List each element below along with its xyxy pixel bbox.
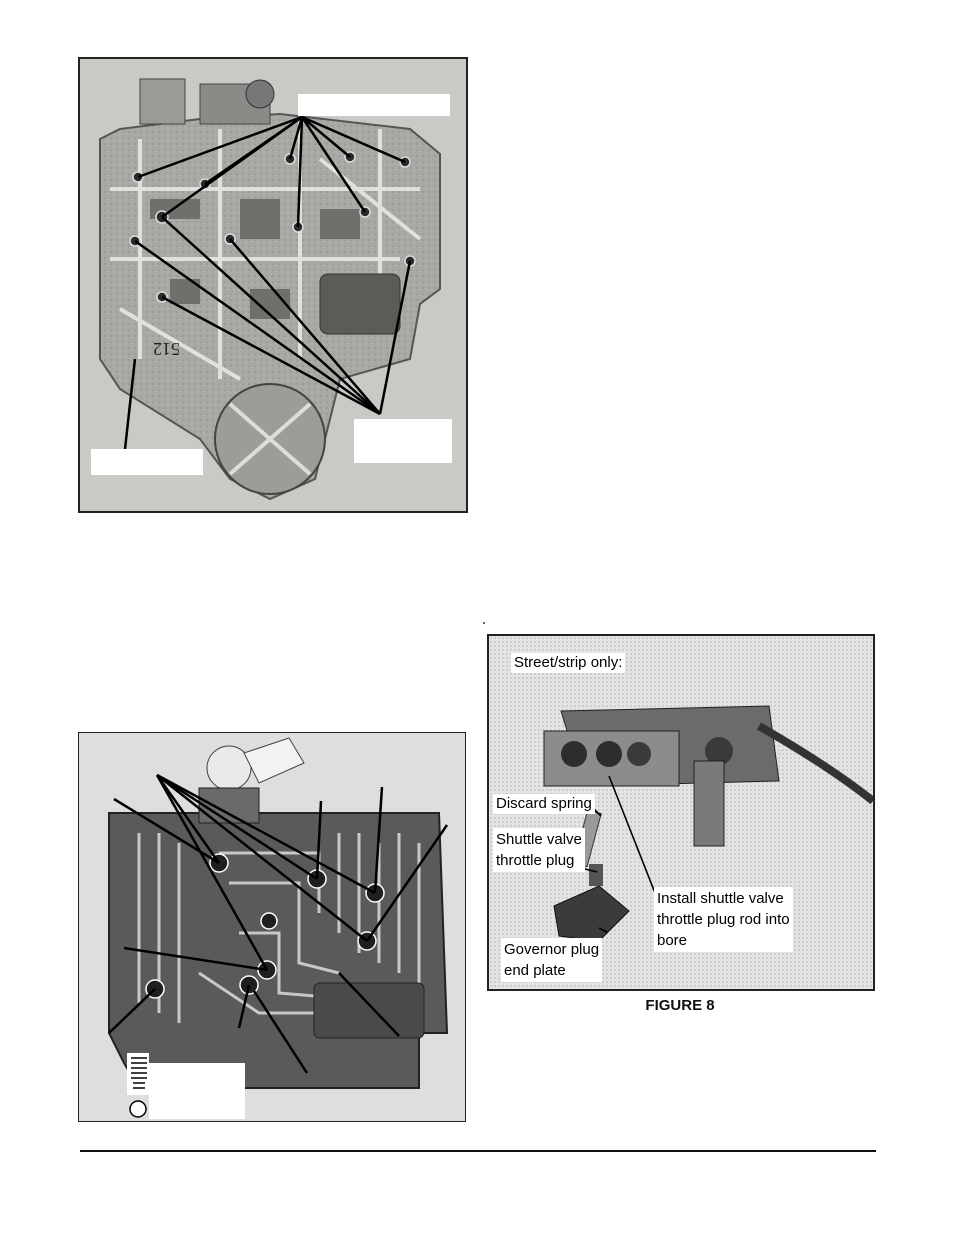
blank-label-lower-left: [91, 449, 203, 475]
figure-caption: FIGURE 8: [645, 997, 715, 1014]
callout-governor-plug: [501, 938, 602, 982]
blank-label-legend: [149, 1063, 245, 1119]
blank-label-lower-right: [354, 419, 452, 463]
callout-install-line2: throttle plug rod into: [657, 911, 790, 928]
footer-rule: [80, 1150, 876, 1152]
callout-governor-line2: end plate: [504, 962, 566, 979]
callout-governor-line1: Governor plug: [504, 941, 600, 958]
spring-icon: [127, 1053, 149, 1095]
callout-install-line3: bore: [657, 932, 688, 949]
callout-install-shuttle: [654, 887, 793, 952]
valve-body-photo-bottom: [78, 732, 466, 1122]
callout-install-line1: Install shuttle valve: [657, 890, 784, 907]
blank-label-upper: [298, 94, 450, 116]
callout-shuttle-valve: [493, 828, 585, 872]
check-ball-icon: [130, 1101, 146, 1117]
callout-shuttle-valve-line2: throttle plug: [496, 852, 575, 869]
valve-body-passages-illustration: [79, 733, 465, 1121]
figure8-photo: [487, 634, 875, 991]
callout-shuttle-valve-line1: Shuttle valve: [496, 831, 582, 848]
valve-body-photo-top: [78, 57, 468, 513]
part-number-stamp: 512: [153, 339, 180, 359]
callout-discard-spring: Discard spring: [493, 794, 595, 814]
callout-street-strip: Street/strip only:: [511, 653, 625, 673]
stray-mark: [483, 622, 485, 624]
